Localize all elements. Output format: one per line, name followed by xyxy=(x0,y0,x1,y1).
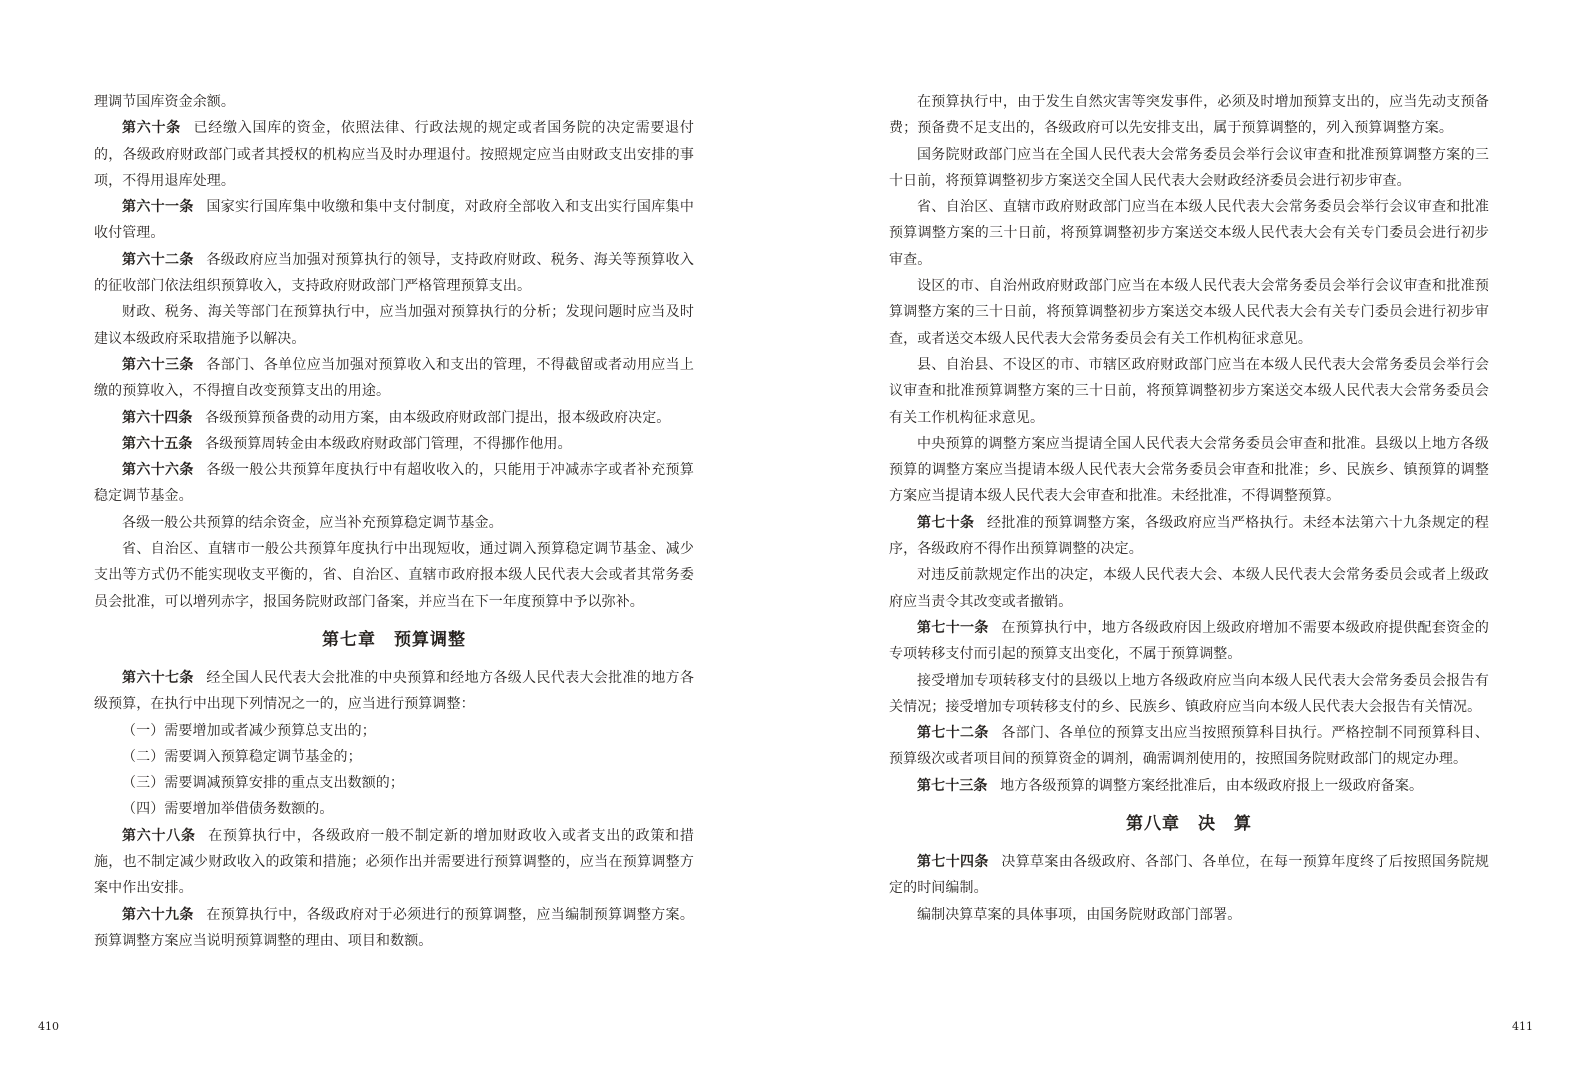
paragraph-text: 已经缴入国库的资金，依照法律、行政法规的规定或者国务院的决定需要退付的，各级政府财政部门或者其授权的机构应当及时办理退付。按照规定应当由财政支出安排的事项，不得用退库处理。 xyxy=(94,120,694,189)
paragraph-text: 各部门、各单位应当加强对预算收入和支出的管理，不得截留或者动用应当上缴的预算收入，不得擅自改变预算支出的用途。 xyxy=(94,356,694,400)
article-paragraph xyxy=(94,665,694,718)
paragraph-text: 接受增加专项转移支付的县级以上地方各级政府应当向本级人民代表大会常务委员会报告有关情况；接受增加专项转移支付的乡、民族乡、镇政府应当向本级人民代表大会报告有关情况。 xyxy=(889,672,1489,715)
paragraph xyxy=(94,299,694,352)
article-paragraph xyxy=(94,247,694,300)
article-number: 第六十四条 xyxy=(122,409,193,426)
paragraph-text: 在预算执行中，各级政府对于必须进行的预算调整，应当编制预算调整方案。预算调整方案应当说明预算调整的理由、项目和数额。 xyxy=(94,906,694,949)
paragraph-text: 在预算执行中，各级政府一般不制定新的增加财政收入或者支出的政策和措施，也不制定减少财政收入的政策和措施；必须作出并需要进行预算调整的，应当在预算调整方案中作出安排。 xyxy=(94,827,694,897)
paragraph-text: 县、自治县、不设区的市、市辖区政府财政部门应当在本级人民代表大会常务委员会举行会议审查和批准预算调整方案的三十日前，将预算调整初步方案送交本级人民代表大会常务委员会有关工作机构征求意见。 xyxy=(889,356,1489,426)
paragraph xyxy=(94,510,694,536)
article-number: 第六十九条 xyxy=(122,906,194,923)
right-page-number: 411 xyxy=(1512,1020,1533,1033)
paragraph-text: 各级一般公共预算年度执行中有超收收入的，只能用于冲减赤字或者补充预算稳定调节基金。 xyxy=(94,462,694,505)
article-paragraph xyxy=(889,720,1489,773)
paragraph xyxy=(889,194,1489,273)
paragraph-text: 地方各级预算的调整方案经批准后，由本级政府报上一级政府备案。 xyxy=(1000,777,1424,794)
paragraph xyxy=(889,431,1489,510)
article-number: 第六十二条 xyxy=(122,251,194,268)
paragraph-text: 中央预算的调整方案应当提请全国人民代表大会常务委员会审查和批准。县级以上地方各级预算的调整方案应当提请本级人民代表大会常务委员会审查和批准；乡、民族乡、镇预算的调整方案应当提请本级人民代表大会审查和批准。未经批准，不得调整预算。 xyxy=(889,435,1489,505)
article-paragraph xyxy=(94,431,694,457)
paragraph xyxy=(889,352,1489,431)
paragraph-text: （二）需要调入预算稳定调节基金的； xyxy=(122,748,362,765)
paragraph xyxy=(94,718,694,744)
left-page xyxy=(0,0,793,1077)
chapter-heading: 第八章 决 算 xyxy=(1126,814,1252,835)
paragraph-text: 编制决算草案的具体事项，由国务院财政部门部署。 xyxy=(917,906,1242,923)
paragraph xyxy=(889,273,1489,352)
paragraph-text: 在预算执行中，地方各级政府因上级政府增加不需要本级政府提供配套资金的专项转移支付而引起的预算支出变化，不属于预算调整。 xyxy=(889,619,1489,663)
paragraph-text: 设区的市、自治州政府财政部门应当在本级人民代表大会常务委员会举行会议审查和批准预算调整方案的三十日前，将预算调整初步方案送交本级人民代表大会有关专门委员会进行初步审查，或者送交本级人民代表大会常务委员会有关工作机构征求意见。 xyxy=(889,278,1489,347)
article-paragraph xyxy=(94,902,694,955)
article-number: 第六十三条 xyxy=(122,356,194,373)
article-paragraph xyxy=(94,457,694,510)
paragraph-text: 对违反前款规定作出的决定，本级人民代表大会、本级人民代表大会常务委员会或者上级政府应当责令其改变或者撤销。 xyxy=(889,567,1489,610)
paragraph xyxy=(889,89,1489,142)
article-number: 第七十条 xyxy=(917,514,975,531)
article-paragraph xyxy=(889,615,1489,668)
article-paragraph xyxy=(94,194,694,247)
paragraph xyxy=(889,668,1489,721)
article-number: 第六十六条 xyxy=(122,462,194,479)
article-paragraph xyxy=(94,352,694,405)
right-text-column xyxy=(889,89,1489,928)
article-paragraph xyxy=(889,773,1489,799)
paragraph-text: 在预算执行中，由于发生自然灾害等突发事件，必须及时增加预算支出的，应当先动支预备费；预备费不足支出的，各级政府可以先安排支出，属于预算调整的，列入预算调整方案。 xyxy=(889,94,1489,137)
article-paragraph xyxy=(94,115,694,194)
paragraph-text: 国家实行国库集中收缴和集中支付制度，对政府全部收入和支出实行国库集中收付管理。 xyxy=(94,199,694,242)
paragraph xyxy=(889,142,1489,195)
article-number: 第七十二条 xyxy=(917,725,989,742)
article-number: 第六十八条 xyxy=(122,827,196,844)
paragraph-text: 省、自治区、直辖市政府财政部门应当在本级人民代表大会常务委员会举行会议审查和批准预算调整方案的三十日前，将预算调整初步方案送交本级人民代表大会有关专门委员会进行初步审查。 xyxy=(889,199,1489,268)
paragraph-text: 各级政府应当加强对预算执行的领导，支持政府财政、税务、海关等预算收入的征收部门依法组织预算收入，支持政府财政部门严格管理预算支出。 xyxy=(94,251,694,295)
left-page-number: 410 xyxy=(38,1020,59,1033)
paragraph xyxy=(889,902,1489,928)
article-paragraph xyxy=(889,510,1489,563)
paragraph-text: 各级预算周转金由本级政府财政部门管理，不得挪作他用。 xyxy=(205,435,572,452)
paragraph-text: 省、自治区、直辖市一般公共预算年度执行中出现短收，通过调入预算稳定调节基金、减少支出等方式仍不能实现收支平衡的，省、自治区、直辖市政府报本级人民代表大会或者其常务委员会批准，可以增列赤字，报国务院财政部门备案，并应当在下一年度预算中予以弥补。 xyxy=(94,541,694,610)
paragraph-text: 各级预算预备费的动用方案，由本级政府财政部门提出，报本级政府决定。 xyxy=(205,409,671,426)
chapter-heading: 第七章 预算调整 xyxy=(322,629,466,650)
article-number: 第六十一条 xyxy=(122,199,194,216)
paragraph-text: 经全国人民代表大会批准的中央预算和经地方各级人民代表大会批准的地方各级预算，在执行中出现下列情况之一的，应当进行预算调整： xyxy=(94,669,694,713)
article-paragraph xyxy=(94,405,694,431)
paragraph xyxy=(94,744,694,770)
article-paragraph xyxy=(889,849,1489,902)
paragraph xyxy=(94,796,694,822)
paragraph-text: （三）需要调减预算安排的重点支出数额的； xyxy=(122,775,404,792)
paragraph-text: 经批准的预算调整方案，各级政府应当严格执行。未经本法第六十九条规定的程序，各级政府不得作出预算调整的决定。 xyxy=(889,514,1489,558)
article-number: 第七十三条 xyxy=(917,777,988,794)
paragraph-text: （一）需要增加或者减少预算总支出的； xyxy=(122,722,376,739)
paragraph-text: （四）需要增加举借债务数额的。 xyxy=(122,801,334,818)
paragraph-text: 各级一般公共预算的结余资金，应当补充预算稳定调节基金。 xyxy=(122,514,503,531)
article-number: 第七十四条 xyxy=(917,854,989,871)
left-text-column xyxy=(94,89,694,954)
article-number: 第六十五条 xyxy=(122,435,193,452)
paragraph-text: 理调节国库资金余额。 xyxy=(94,94,235,110)
article-paragraph xyxy=(94,823,694,902)
paragraph xyxy=(94,536,694,615)
paragraph xyxy=(94,770,694,796)
paragraph-text: 决算草案由各级政府、各部门、各单位，在每一预算年度终了后按照国务院规定的时间编制。 xyxy=(889,854,1489,897)
right-page xyxy=(794,0,1587,1077)
article-number: 第六十条 xyxy=(122,120,181,137)
paragraph-text: 各部门、各单位的预算支出应当按照预算科目执行。严格控制不同预算科目、预算级次或者项目间的预算资金的调剂，确需调剂使用的，按照国务院财政部门的规定办理。 xyxy=(889,725,1489,768)
article-number: 第六十七条 xyxy=(122,669,194,686)
paragraph xyxy=(94,89,694,115)
article-number: 第七十一条 xyxy=(917,619,989,636)
paragraph xyxy=(889,562,1489,615)
paragraph-text: 财政、税务、海关等部门在预算执行中，应当加强对预算执行的分析；发现问题时应当及时建议本级政府采取措施予以解决。 xyxy=(94,304,694,347)
paragraph-text: 国务院财政部门应当在全国人民代表大会常务委员会举行会议审查和批准预算调整方案的三十日前，将预算调整初步方案送交全国人民代表大会财政经济委员会进行初步审查。 xyxy=(889,146,1489,189)
